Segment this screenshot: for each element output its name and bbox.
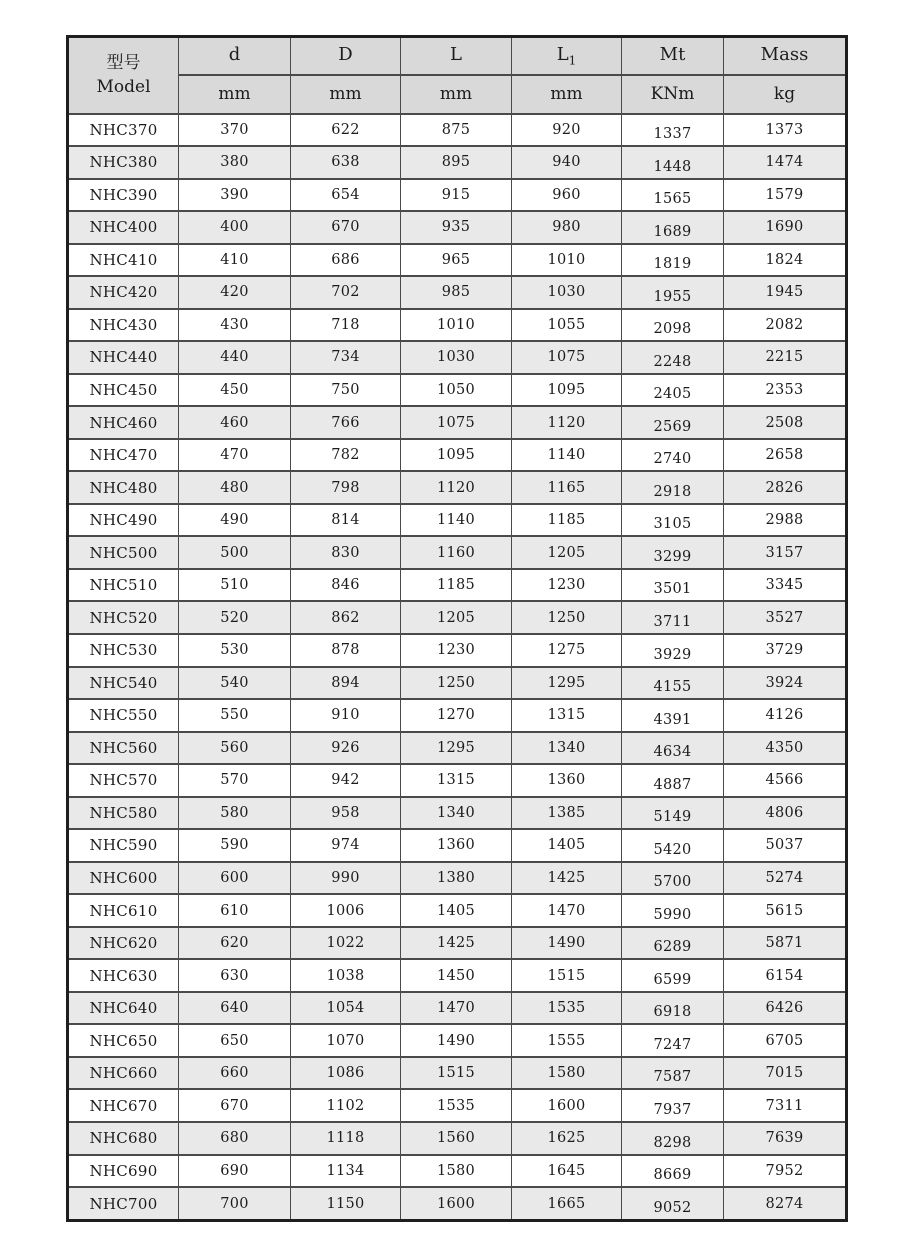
table-row xyxy=(68,309,847,342)
value-cell: 6705 xyxy=(724,1024,847,1057)
value-cell: 5615 xyxy=(724,894,847,927)
value-cell: 1945 xyxy=(724,276,847,309)
value-cell: 1038 xyxy=(291,959,401,992)
value-cell: 1030 xyxy=(401,341,512,374)
model-cell: NHC480 xyxy=(68,471,179,504)
value-cell: 7311 xyxy=(724,1089,847,1122)
value-cell: 5420 xyxy=(622,829,724,862)
value-cell: 540 xyxy=(179,667,291,700)
value-cell: 985 xyxy=(401,276,512,309)
model-cell: NHC430 xyxy=(68,309,179,342)
unit-Mass: kg xyxy=(724,75,847,114)
value-cell: 510 xyxy=(179,569,291,602)
value-cell: 958 xyxy=(291,797,401,830)
value-cell: 1690 xyxy=(724,211,847,244)
table-row xyxy=(68,862,847,895)
value-cell: 2248 xyxy=(622,341,724,374)
value-cell: 4566 xyxy=(724,764,847,797)
value-cell: 1022 xyxy=(291,927,401,960)
value-cell: 3527 xyxy=(724,601,847,634)
model-cell: NHC570 xyxy=(68,764,179,797)
value-cell: 2569 xyxy=(622,406,724,439)
value-cell: 2918 xyxy=(622,471,724,504)
value-cell: 1373 xyxy=(724,114,847,147)
model-cell: NHC370 xyxy=(68,114,179,147)
value-cell: 640 xyxy=(179,992,291,1025)
value-cell: 990 xyxy=(291,862,401,895)
value-cell: 2988 xyxy=(724,504,847,537)
table-row xyxy=(68,1155,847,1188)
value-cell: 940 xyxy=(512,146,622,179)
value-cell: 1315 xyxy=(512,699,622,732)
value-cell: 420 xyxy=(179,276,291,309)
model-cell: NHC550 xyxy=(68,699,179,732)
model-cell: NHC580 xyxy=(68,797,179,830)
model-cell: NHC420 xyxy=(68,276,179,309)
value-cell: 1050 xyxy=(401,374,512,407)
value-cell: 1070 xyxy=(291,1024,401,1057)
value-cell: 2740 xyxy=(622,439,724,472)
value-cell: 1579 xyxy=(724,179,847,212)
value-cell: 570 xyxy=(179,764,291,797)
table-row xyxy=(68,374,847,407)
value-cell: 1055 xyxy=(512,309,622,342)
table-row xyxy=(68,1057,847,1090)
value-cell: 3711 xyxy=(622,601,724,634)
table-row xyxy=(68,569,847,602)
value-cell: 4634 xyxy=(622,732,724,765)
value-cell: 798 xyxy=(291,471,401,504)
value-cell: 1600 xyxy=(401,1187,512,1220)
value-cell: 1380 xyxy=(401,862,512,895)
model-cell: NHC600 xyxy=(68,862,179,895)
value-cell: 830 xyxy=(291,536,401,569)
value-cell: 1448 xyxy=(622,146,724,179)
table-row xyxy=(68,1122,847,1155)
col-header-d: d xyxy=(179,37,291,75)
value-cell: 1405 xyxy=(401,894,512,927)
table-row xyxy=(68,1024,847,1057)
value-cell: 1360 xyxy=(512,764,622,797)
value-cell: 965 xyxy=(401,244,512,277)
value-cell: 6918 xyxy=(622,992,724,1025)
value-cell: 560 xyxy=(179,732,291,765)
model-cell: NHC400 xyxy=(68,211,179,244)
value-cell: 654 xyxy=(291,179,401,212)
value-cell: 1405 xyxy=(512,829,622,862)
table-row xyxy=(68,211,847,244)
value-cell: 2508 xyxy=(724,406,847,439)
value-cell: 1565 xyxy=(622,179,724,212)
value-cell: 1102 xyxy=(291,1089,401,1122)
value-cell: 910 xyxy=(291,699,401,732)
value-cell: 1006 xyxy=(291,894,401,927)
model-cell: NHC680 xyxy=(68,1122,179,1155)
value-cell: 1315 xyxy=(401,764,512,797)
value-cell: 1955 xyxy=(622,276,724,309)
value-cell: 3501 xyxy=(622,569,724,602)
value-cell: 1645 xyxy=(512,1155,622,1188)
value-cell: 2405 xyxy=(622,374,724,407)
value-cell: 686 xyxy=(291,244,401,277)
value-cell: 530 xyxy=(179,634,291,667)
value-cell: 8274 xyxy=(724,1187,847,1220)
model-cell: NHC410 xyxy=(68,244,179,277)
value-cell: 1120 xyxy=(512,406,622,439)
value-cell: 390 xyxy=(179,179,291,212)
value-cell: 1340 xyxy=(401,797,512,830)
value-cell: 1470 xyxy=(512,894,622,927)
value-cell: 862 xyxy=(291,601,401,634)
value-cell: 638 xyxy=(291,146,401,179)
value-cell: 1118 xyxy=(291,1122,401,1155)
value-cell: 1140 xyxy=(401,504,512,537)
value-cell: 1560 xyxy=(401,1122,512,1155)
value-cell: 894 xyxy=(291,667,401,700)
value-cell: 5037 xyxy=(724,829,847,862)
value-cell: 935 xyxy=(401,211,512,244)
value-cell: 846 xyxy=(291,569,401,602)
model-cell: NHC700 xyxy=(68,1187,179,1220)
model-cell: NHC640 xyxy=(68,992,179,1025)
table-row xyxy=(68,797,847,830)
model-cell: NHC380 xyxy=(68,146,179,179)
model-cell: NHC560 xyxy=(68,732,179,765)
value-cell: 1250 xyxy=(401,667,512,700)
value-cell: 1385 xyxy=(512,797,622,830)
value-cell: 915 xyxy=(401,179,512,212)
value-cell: 2353 xyxy=(724,374,847,407)
value-cell: 7937 xyxy=(622,1089,724,1122)
value-cell: 1535 xyxy=(401,1089,512,1122)
value-cell: 1075 xyxy=(401,406,512,439)
table-row xyxy=(68,634,847,667)
value-cell: 1819 xyxy=(622,244,724,277)
col-header-Mt: Mt xyxy=(622,37,724,75)
value-cell: 4126 xyxy=(724,699,847,732)
value-cell: 878 xyxy=(291,634,401,667)
value-cell: 4806 xyxy=(724,797,847,830)
table-row xyxy=(68,536,847,569)
value-cell: 1205 xyxy=(401,601,512,634)
value-cell: 1086 xyxy=(291,1057,401,1090)
value-cell: 6426 xyxy=(724,992,847,1025)
value-cell: 380 xyxy=(179,146,291,179)
table-row xyxy=(68,732,847,765)
model-header-cn: 型号 xyxy=(106,52,141,73)
value-cell: 1600 xyxy=(512,1089,622,1122)
value-cell: 5700 xyxy=(622,862,724,895)
value-cell: 520 xyxy=(179,601,291,634)
value-cell: 370 xyxy=(179,114,291,147)
value-cell: 2098 xyxy=(622,309,724,342)
value-cell: 430 xyxy=(179,309,291,342)
value-cell: 1689 xyxy=(622,211,724,244)
value-cell: 2826 xyxy=(724,471,847,504)
value-cell: 5990 xyxy=(622,894,724,927)
table-row xyxy=(68,179,847,212)
value-cell: 7639 xyxy=(724,1122,847,1155)
value-cell: 650 xyxy=(179,1024,291,1057)
table-row xyxy=(68,927,847,960)
value-cell: 1275 xyxy=(512,634,622,667)
value-cell: 500 xyxy=(179,536,291,569)
model-cell: NHC540 xyxy=(68,667,179,700)
value-cell: 3929 xyxy=(622,634,724,667)
value-cell: 1295 xyxy=(401,732,512,765)
model-cell: NHC390 xyxy=(68,179,179,212)
value-cell: 690 xyxy=(179,1155,291,1188)
value-cell: 7587 xyxy=(622,1057,724,1090)
value-cell: 7247 xyxy=(622,1024,724,1057)
table-row xyxy=(68,406,847,439)
value-cell: 3345 xyxy=(724,569,847,602)
value-cell: 1120 xyxy=(401,471,512,504)
value-cell: 1095 xyxy=(512,374,622,407)
value-cell: 4155 xyxy=(622,667,724,700)
value-cell: 550 xyxy=(179,699,291,732)
model-cell: NHC470 xyxy=(68,439,179,472)
table-row xyxy=(68,114,847,147)
model-cell: NHC630 xyxy=(68,959,179,992)
unit-L1: mm xyxy=(512,75,622,114)
value-cell: 620 xyxy=(179,927,291,960)
value-cell: 622 xyxy=(291,114,401,147)
value-cell: 480 xyxy=(179,471,291,504)
value-cell: 980 xyxy=(512,211,622,244)
table-row xyxy=(68,894,847,927)
table-row xyxy=(68,667,847,700)
value-cell: 1425 xyxy=(401,927,512,960)
value-cell: 1270 xyxy=(401,699,512,732)
model-cell: NHC610 xyxy=(68,894,179,927)
value-cell: 600 xyxy=(179,862,291,895)
value-cell: 1490 xyxy=(401,1024,512,1057)
value-cell: 8298 xyxy=(622,1122,724,1155)
table-row xyxy=(68,146,847,179)
model-cell: NHC670 xyxy=(68,1089,179,1122)
value-cell: 1150 xyxy=(291,1187,401,1220)
value-cell: 1134 xyxy=(291,1155,401,1188)
value-cell: 734 xyxy=(291,341,401,374)
model-cell: NHC450 xyxy=(68,374,179,407)
value-cell: 1010 xyxy=(401,309,512,342)
value-cell: 1580 xyxy=(401,1155,512,1188)
model-cell: NHC660 xyxy=(68,1057,179,1090)
value-cell: 1185 xyxy=(401,569,512,602)
value-cell: 3299 xyxy=(622,536,724,569)
model-cell: NHC460 xyxy=(68,406,179,439)
value-cell: 1450 xyxy=(401,959,512,992)
value-cell: 1160 xyxy=(401,536,512,569)
value-cell: 700 xyxy=(179,1187,291,1220)
value-cell: 960 xyxy=(512,179,622,212)
value-cell: 920 xyxy=(512,114,622,147)
value-cell: 1140 xyxy=(512,439,622,472)
model-cell: NHC510 xyxy=(68,569,179,602)
col-header-D: D xyxy=(291,37,401,75)
value-cell: 410 xyxy=(179,244,291,277)
value-cell: 9052 xyxy=(622,1187,724,1220)
value-cell: 1360 xyxy=(401,829,512,862)
value-cell: 1095 xyxy=(401,439,512,472)
value-cell: 1665 xyxy=(512,1187,622,1220)
value-cell: 670 xyxy=(291,211,401,244)
value-cell: 1580 xyxy=(512,1057,622,1090)
table-row xyxy=(68,471,847,504)
value-cell: 718 xyxy=(291,309,401,342)
value-cell: 1515 xyxy=(401,1057,512,1090)
table-row xyxy=(68,1187,847,1220)
value-cell: 1075 xyxy=(512,341,622,374)
table-row xyxy=(68,992,847,1025)
value-cell: 4350 xyxy=(724,732,847,765)
value-cell: 450 xyxy=(179,374,291,407)
value-cell: 1470 xyxy=(401,992,512,1025)
value-cell: 7952 xyxy=(724,1155,847,1188)
model-cell: NHC620 xyxy=(68,927,179,960)
value-cell: 1054 xyxy=(291,992,401,1025)
value-cell: 5871 xyxy=(724,927,847,960)
col-header-Mass: Mass xyxy=(724,37,847,75)
header-unit-row xyxy=(68,75,847,114)
table-row xyxy=(68,1089,847,1122)
model-cell: NHC530 xyxy=(68,634,179,667)
value-cell: 1474 xyxy=(724,146,847,179)
value-cell: 1230 xyxy=(401,634,512,667)
value-cell: 1030 xyxy=(512,276,622,309)
value-cell: 974 xyxy=(291,829,401,862)
value-cell: 782 xyxy=(291,439,401,472)
value-cell: 3105 xyxy=(622,504,724,537)
unit-Mt: KNm xyxy=(622,75,724,114)
value-cell: 1165 xyxy=(512,471,622,504)
spec-table xyxy=(66,35,848,1222)
value-cell: 6154 xyxy=(724,959,847,992)
value-cell: 875 xyxy=(401,114,512,147)
value-cell: 1535 xyxy=(512,992,622,1025)
value-cell: 2658 xyxy=(724,439,847,472)
value-cell: 942 xyxy=(291,764,401,797)
table-row xyxy=(68,341,847,374)
value-cell: 630 xyxy=(179,959,291,992)
value-cell: 1205 xyxy=(512,536,622,569)
value-cell: 3157 xyxy=(724,536,847,569)
value-cell: 926 xyxy=(291,732,401,765)
value-cell: 1295 xyxy=(512,667,622,700)
value-cell: 470 xyxy=(179,439,291,472)
table-row xyxy=(68,764,847,797)
model-cell: NHC440 xyxy=(68,341,179,374)
value-cell: 610 xyxy=(179,894,291,927)
value-cell: 5274 xyxy=(724,862,847,895)
value-cell: 660 xyxy=(179,1057,291,1090)
unit-d: mm xyxy=(179,75,291,114)
value-cell: 4887 xyxy=(622,764,724,797)
table-row xyxy=(68,699,847,732)
value-cell: 1337 xyxy=(622,114,724,147)
table-row xyxy=(68,601,847,634)
value-cell: 895 xyxy=(401,146,512,179)
value-cell: 766 xyxy=(291,406,401,439)
unit-L: mm xyxy=(401,75,512,114)
value-cell: 3729 xyxy=(724,634,847,667)
value-cell: 1340 xyxy=(512,732,622,765)
value-cell: 400 xyxy=(179,211,291,244)
model-cell: NHC690 xyxy=(68,1155,179,1188)
value-cell: 440 xyxy=(179,341,291,374)
value-cell: 580 xyxy=(179,797,291,830)
value-cell: 1185 xyxy=(512,504,622,537)
value-cell: 1250 xyxy=(512,601,622,634)
model-cell: NHC500 xyxy=(68,536,179,569)
value-cell: 2082 xyxy=(724,309,847,342)
model-header-en: Model xyxy=(96,77,151,98)
model-cell: NHC590 xyxy=(68,829,179,862)
table-row xyxy=(68,276,847,309)
table-row xyxy=(68,439,847,472)
table-row xyxy=(68,829,847,862)
header-name-row xyxy=(68,37,847,75)
value-cell: 680 xyxy=(179,1122,291,1155)
value-cell: 490 xyxy=(179,504,291,537)
value-cell: 1824 xyxy=(724,244,847,277)
value-cell: 1230 xyxy=(512,569,622,602)
value-cell: 4391 xyxy=(622,699,724,732)
value-cell: 3924 xyxy=(724,667,847,700)
table-row xyxy=(68,504,847,537)
value-cell: 702 xyxy=(291,276,401,309)
value-cell: 1625 xyxy=(512,1122,622,1155)
value-cell: 6599 xyxy=(622,959,724,992)
table-row xyxy=(68,959,847,992)
model-cell: NHC490 xyxy=(68,504,179,537)
value-cell: 814 xyxy=(291,504,401,537)
value-cell: 7015 xyxy=(724,1057,847,1090)
value-cell: 1010 xyxy=(512,244,622,277)
col-header-L1: $L_1$ xyxy=(512,37,622,75)
col-header-L: L xyxy=(401,37,512,75)
value-cell: 5149 xyxy=(622,797,724,830)
value-cell: 590 xyxy=(179,829,291,862)
model-cell: NHC520 xyxy=(68,601,179,634)
value-cell: 6289 xyxy=(622,927,724,960)
model-column-header xyxy=(68,37,179,114)
table-row xyxy=(68,244,847,277)
value-cell: 750 xyxy=(291,374,401,407)
value-cell: 1490 xyxy=(512,927,622,960)
value-cell: 1425 xyxy=(512,862,622,895)
model-cell: NHC650 xyxy=(68,1024,179,1057)
value-cell: 2215 xyxy=(724,341,847,374)
table-header xyxy=(68,37,847,114)
value-cell: 460 xyxy=(179,406,291,439)
unit-D: mm xyxy=(291,75,401,114)
value-cell: 8669 xyxy=(622,1155,724,1188)
value-cell: 1555 xyxy=(512,1024,622,1057)
table-body xyxy=(68,114,847,1221)
value-cell: 1515 xyxy=(512,959,622,992)
value-cell: 670 xyxy=(179,1089,291,1122)
